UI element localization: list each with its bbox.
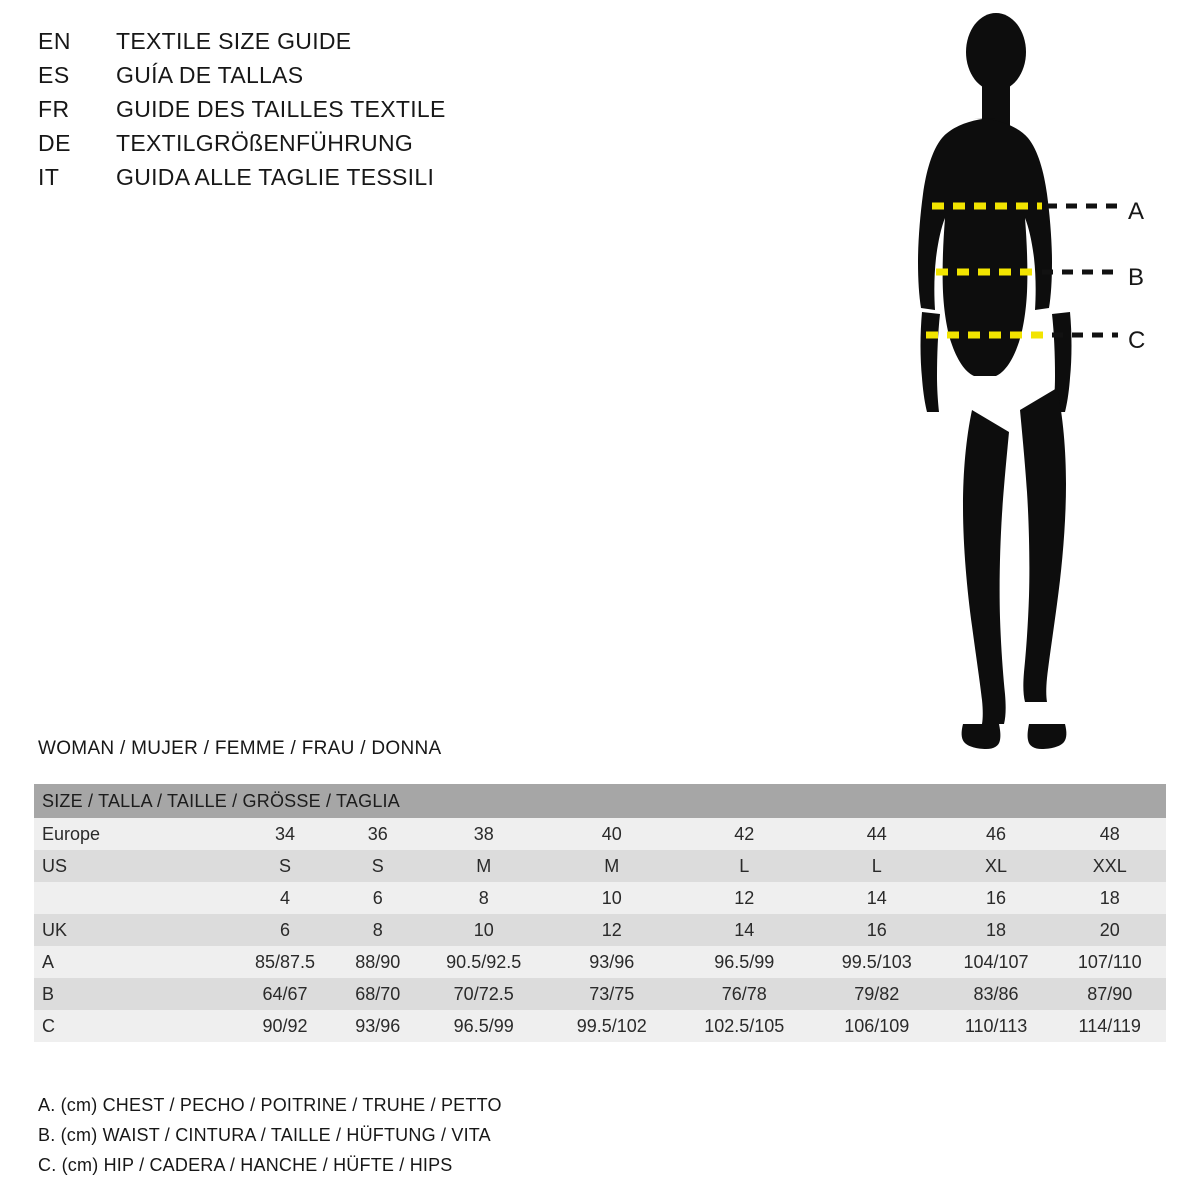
row-label-us-numeric bbox=[34, 882, 232, 914]
cell: 106/109 bbox=[815, 1010, 939, 1042]
cell: S bbox=[338, 850, 417, 882]
cell: 18 bbox=[939, 914, 1054, 946]
title-row bbox=[38, 28, 558, 62]
cell: 99.5/103 bbox=[815, 946, 939, 978]
table-row bbox=[34, 850, 1166, 882]
cell: 48 bbox=[1053, 818, 1166, 850]
cell: M bbox=[417, 850, 549, 882]
cell: 90/92 bbox=[232, 1010, 338, 1042]
language-code-it: IT bbox=[38, 164, 60, 190]
cell: 36 bbox=[338, 818, 417, 850]
title-text-it: GUIDA ALLE TAGLIE TESSILI bbox=[116, 164, 435, 190]
row-label-uk: UK bbox=[34, 914, 232, 946]
cell: 16 bbox=[939, 882, 1054, 914]
table-row bbox=[34, 818, 1166, 850]
cell: 87/90 bbox=[1053, 978, 1166, 1010]
cell: 10 bbox=[550, 882, 674, 914]
cell: 18 bbox=[1053, 882, 1166, 914]
title-row bbox=[38, 62, 558, 96]
measure-label-c: C bbox=[1128, 327, 1146, 354]
cell: XL bbox=[939, 850, 1054, 882]
cell: 6 bbox=[338, 882, 417, 914]
cell: 96.5/99 bbox=[674, 946, 815, 978]
cell: 16 bbox=[815, 914, 939, 946]
cell: 76/78 bbox=[674, 978, 815, 1010]
title-text-fr: GUIDE DES TAILLES TEXTILE bbox=[116, 96, 446, 122]
cell: 64/67 bbox=[232, 978, 338, 1010]
cell: 96.5/99 bbox=[417, 1010, 549, 1042]
cell: XXL bbox=[1053, 850, 1166, 882]
measure-label-a: A bbox=[1128, 198, 1145, 225]
cell: 90.5/92.5 bbox=[417, 946, 549, 978]
row-label-us: US bbox=[34, 850, 232, 882]
row-label-europe: Europe bbox=[34, 818, 232, 850]
cell: L bbox=[815, 850, 939, 882]
cell: 70/72.5 bbox=[417, 978, 549, 1010]
cell: 114/119 bbox=[1053, 1010, 1166, 1042]
cell: 102.5/105 bbox=[674, 1010, 815, 1042]
size-table bbox=[34, 784, 1166, 1042]
cell: M bbox=[550, 850, 674, 882]
cell: 14 bbox=[815, 882, 939, 914]
title-text-de: TEXTILGRÖßENFÜHRUNG bbox=[116, 130, 414, 156]
measure-label-b: B bbox=[1128, 264, 1145, 291]
cell: 14 bbox=[674, 914, 815, 946]
body-measurement-figure bbox=[860, 10, 1190, 770]
cell: 38 bbox=[417, 818, 549, 850]
cell: 20 bbox=[1053, 914, 1166, 946]
language-code-es: ES bbox=[38, 62, 70, 88]
footnote-waist: B. (cm) WAIST / CINTURA / TAILLE / HÜFTUNG / VITA bbox=[38, 1125, 491, 1145]
row-label-a: A bbox=[34, 946, 232, 978]
row-label-c: C bbox=[34, 1010, 232, 1042]
cell: 73/75 bbox=[550, 978, 674, 1010]
cell: 12 bbox=[674, 882, 815, 914]
cell: 110/113 bbox=[939, 1010, 1054, 1042]
cell: 93/96 bbox=[550, 946, 674, 978]
table-row bbox=[34, 914, 1166, 946]
table-row bbox=[34, 978, 1166, 1010]
cell: 12 bbox=[550, 914, 674, 946]
table-header-row bbox=[34, 784, 1166, 818]
cell: 104/107 bbox=[939, 946, 1054, 978]
language-code-en: EN bbox=[38, 28, 71, 54]
row-label-b: B bbox=[34, 978, 232, 1010]
language-code-fr: FR bbox=[38, 96, 70, 122]
table-header-label: SIZE / TALLA / TAILLE / GRÖSSE / TAGLIA bbox=[34, 784, 1166, 818]
cell: 99.5/102 bbox=[550, 1010, 674, 1042]
table-row bbox=[34, 1010, 1166, 1042]
footnote-hip: C. (cm) HIP / CADERA / HANCHE / HÜFTE / HIPS bbox=[38, 1155, 453, 1175]
cell: 6 bbox=[232, 914, 338, 946]
cell: 4 bbox=[232, 882, 338, 914]
cell: 93/96 bbox=[338, 1010, 417, 1042]
title-text-es: GUÍA DE TALLAS bbox=[116, 62, 304, 88]
language-code-de: DE bbox=[38, 130, 71, 156]
cell: 83/86 bbox=[939, 978, 1054, 1010]
table-row bbox=[34, 882, 1166, 914]
cell: 40 bbox=[550, 818, 674, 850]
footnotes bbox=[38, 1090, 738, 1180]
cell: S bbox=[232, 850, 338, 882]
footnote-chest: A. (cm) CHEST / PECHO / POITRINE / TRUHE / PETTO bbox=[38, 1095, 502, 1115]
cell: 44 bbox=[815, 818, 939, 850]
cell: 8 bbox=[338, 914, 417, 946]
table-row bbox=[34, 946, 1166, 978]
cell: 10 bbox=[417, 914, 549, 946]
cell: L bbox=[674, 850, 815, 882]
female-silhouette-icon bbox=[918, 13, 1072, 749]
cell: 85/87.5 bbox=[232, 946, 338, 978]
cell: 8 bbox=[417, 882, 549, 914]
cell: 107/110 bbox=[1053, 946, 1166, 978]
title-block bbox=[38, 28, 558, 198]
cell: 42 bbox=[674, 818, 815, 850]
cell: 88/90 bbox=[338, 946, 417, 978]
section-heading-woman: WOMAN / MUJER / FEMME / FRAU / DONNA bbox=[38, 738, 442, 759]
cell: 34 bbox=[232, 818, 338, 850]
cell: 46 bbox=[939, 818, 1054, 850]
title-text-en: TEXTILE SIZE GUIDE bbox=[116, 28, 352, 54]
cell: 68/70 bbox=[338, 978, 417, 1010]
title-row bbox=[38, 164, 558, 198]
title-row bbox=[38, 130, 558, 164]
cell: 79/82 bbox=[815, 978, 939, 1010]
title-row bbox=[38, 96, 558, 130]
